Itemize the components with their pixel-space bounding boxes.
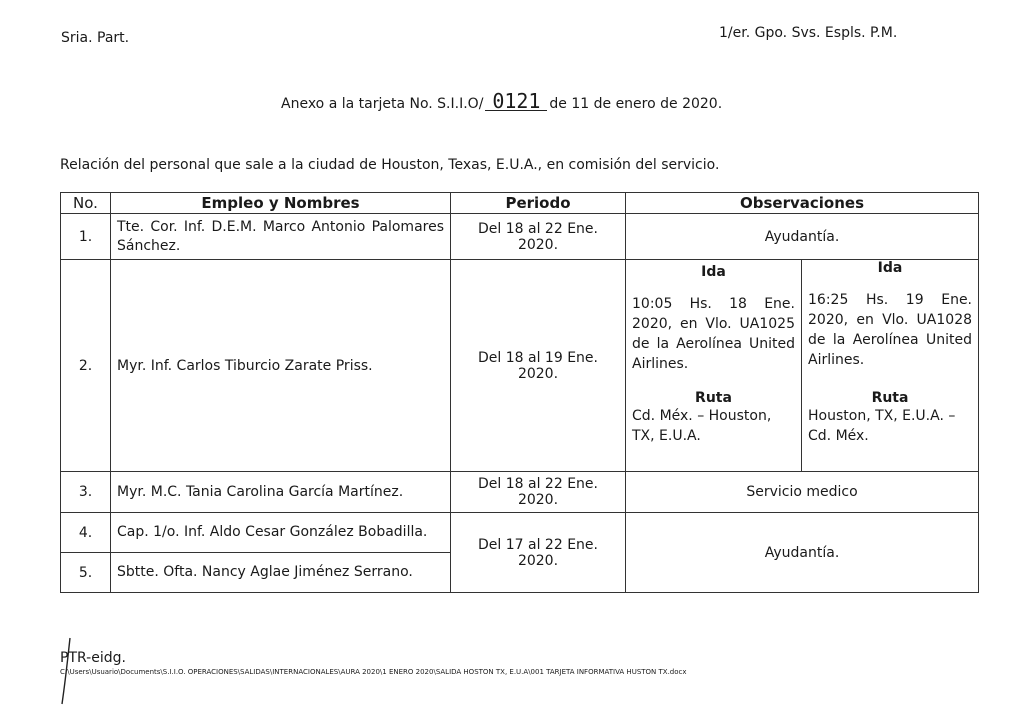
outbound-title: Ida bbox=[701, 264, 726, 280]
row-number: 5. bbox=[61, 553, 111, 593]
header-left-text: Sria. Part. bbox=[61, 30, 130, 46]
header-right-text: 1/er. Gpo. Svs. Espls. P.M. bbox=[719, 25, 898, 41]
row-name: Sbtte. Ofta. Nancy Aglae Jiménez Serrano. bbox=[111, 553, 451, 593]
row-name: Cap. 1/o. Inf. Aldo Cesar González Bobadilla. bbox=[111, 513, 451, 553]
header-name: Empleo y Nombres bbox=[111, 193, 451, 214]
row-period: Del 18 al 22 Ene. 2020. bbox=[451, 472, 626, 513]
table-row bbox=[61, 260, 979, 472]
outbound-flight: 10:05 Hs. 18 Ene. 2020, en Vlo. UA1025 de la Aerolínea United Airlines. bbox=[632, 296, 795, 372]
file-path: C:\Users\Usuario\Documents\S.I.I.O. OPERACIONES\SALIDAS\INTERNACIONALES\AURA 2020\1 ENERO 2020\SALIDA HOSTON TX, E.U.A\001 TARJETA INFORMATIVA HUSTON TX.docx bbox=[60, 668, 687, 676]
table-row bbox=[61, 472, 979, 513]
outbound-route: Cd. Méx. – Houston, TX, E.U.A. bbox=[632, 408, 772, 444]
card-number: 0121 bbox=[485, 92, 547, 111]
return-title: Ida bbox=[877, 260, 903, 276]
table-row bbox=[61, 214, 979, 260]
annex-line bbox=[281, 89, 723, 113]
row-period: Del 18 al 19 Ene. 2020. bbox=[451, 260, 626, 472]
row-name: Tte. Cor. Inf. D.E.M. Marco Antonio Palomares Sánchez. bbox=[111, 214, 451, 260]
row-observations: Ayudantía. bbox=[626, 214, 979, 260]
header-period: Periodo bbox=[451, 193, 626, 214]
row-number: 2. bbox=[61, 260, 111, 472]
header-no: No. bbox=[61, 193, 111, 214]
row-name: Myr. Inf. Carlos Tiburcio Zarate Priss. bbox=[111, 260, 451, 472]
initials: PTR-eidg. bbox=[60, 650, 126, 666]
row-period: Del 18 al 22 Ene. 2020. bbox=[451, 214, 626, 260]
header-observations: Observaciones bbox=[626, 193, 979, 214]
group-period: Del 17 al 22 Ene. 2020. bbox=[451, 513, 626, 593]
row-number: 4. bbox=[61, 513, 111, 553]
group-observations: Ayudantía. bbox=[626, 513, 979, 593]
table-row bbox=[61, 513, 979, 553]
annex-prefix: Anexo a la tarjeta No. S.I.I.O/ bbox=[281, 96, 484, 112]
row-number: 3. bbox=[61, 472, 111, 513]
row-observations: Servicio medico bbox=[626, 472, 979, 513]
return-route-title: Ruta bbox=[871, 390, 909, 406]
return-route: Houston, TX, E.U.A. – Cd. Méx. bbox=[808, 408, 956, 444]
personnel-table bbox=[60, 192, 979, 593]
table-header-row bbox=[61, 193, 979, 214]
relation-text: Relación del personal que sale a la ciudad de Houston, Texas, E.U.A., en comisión del servicio. bbox=[60, 157, 720, 173]
return-flight-cell bbox=[802, 260, 979, 472]
outbound-flight-cell bbox=[626, 260, 802, 472]
return-flight: 16:25 Hs. 19 Ene. 2020, en Vlo. UA1028 de la Aerolínea United Airlines. bbox=[808, 292, 973, 368]
outbound-route-title: Ruta bbox=[695, 390, 732, 406]
row-number: 1. bbox=[61, 214, 111, 260]
row-name: Myr. M.C. Tania Carolina García Martínez. bbox=[111, 472, 451, 513]
annex-suffix: de 11 de enero de 2020. bbox=[549, 96, 723, 112]
